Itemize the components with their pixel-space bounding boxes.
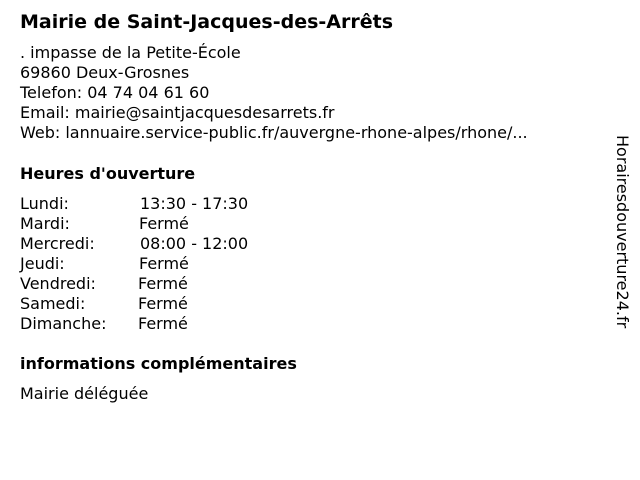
- day-hours: Fermé: [138, 314, 188, 333]
- extra-info-heading: informations complémentaires: [20, 354, 297, 373]
- hours-heading: Heures d'ouverture: [20, 164, 196, 183]
- page-title: Mairie de Saint-Jacques-des-Arrêts: [20, 11, 394, 33]
- day-hours: Fermé: [139, 254, 189, 273]
- day-hours: 08:00 - 12:00: [140, 234, 249, 253]
- extra-info-text: Mairie déléguée: [20, 384, 149, 403]
- day-label: Vendredi:: [20, 274, 96, 293]
- day-hours: Fermé: [138, 274, 188, 293]
- address-city: 69860 Deux-Grosnes: [20, 63, 190, 82]
- address-street: . impasse de la Petite-École: [20, 43, 241, 62]
- contact-block: [20, 43, 528, 143]
- day-label: Mardi:: [20, 214, 70, 233]
- day-hours: Fermé: [138, 294, 188, 313]
- day-label: Samedi:: [20, 294, 86, 313]
- website-link: Web: lannuaire.service-public.fr/auvergne-rhone-alpes/rhone/...: [20, 123, 528, 142]
- site-watermark: Horairesdouverture24.fr: [613, 135, 632, 329]
- day-hours: Fermé: [139, 214, 189, 233]
- phone-number: Telefon: 04 74 04 61 60: [20, 83, 210, 102]
- day-hours: 13:30 - 17:30: [140, 194, 249, 213]
- day-label: Dimanche:: [20, 314, 107, 333]
- day-label: Jeudi:: [20, 254, 65, 273]
- email-address: Email: mairie@saintjacquesdesarrets.fr: [20, 103, 335, 122]
- day-label: Lundi:: [20, 194, 69, 213]
- day-label: Mercredi:: [20, 234, 95, 253]
